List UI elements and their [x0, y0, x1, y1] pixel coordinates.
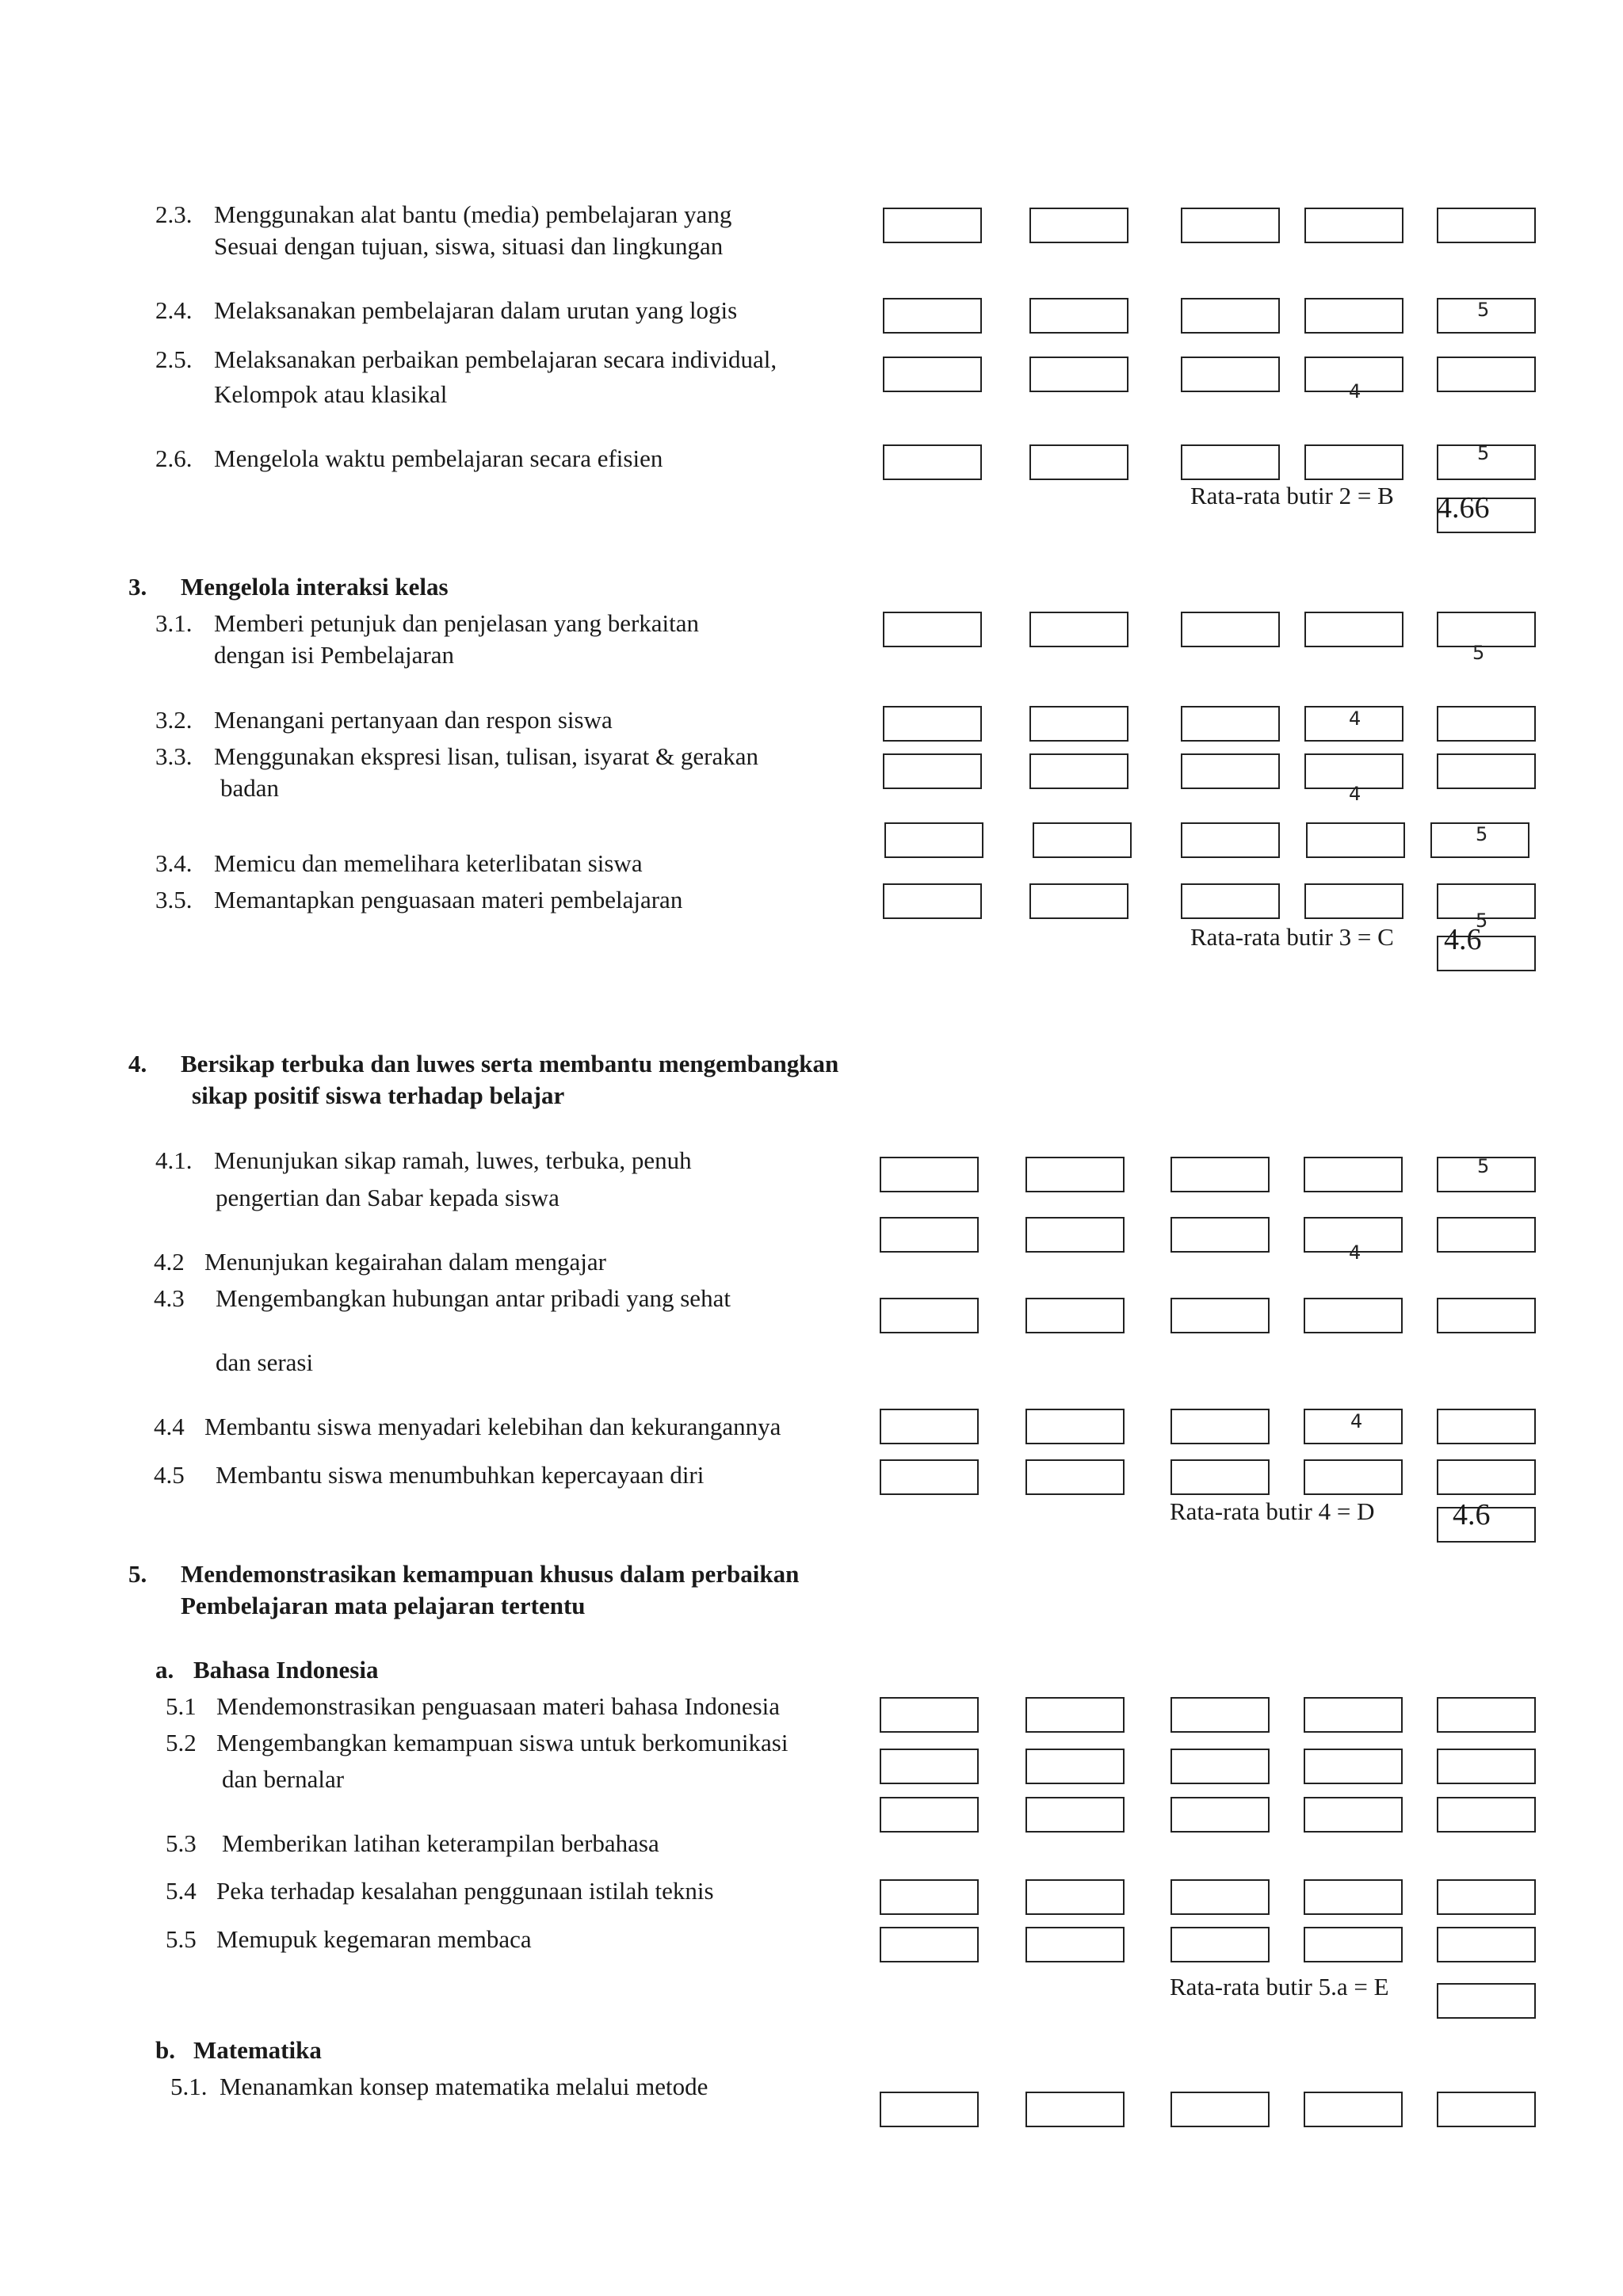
score-box[interactable] [880, 1927, 979, 1962]
item-4-5-text: Membantu siswa menumbuhkan kepercayaan diri [216, 1461, 705, 1489]
score-box[interactable] [883, 357, 982, 392]
score-box[interactable] [1304, 1459, 1403, 1495]
score-box[interactable] [1170, 1927, 1270, 1962]
score-box[interactable] [880, 1298, 979, 1333]
score-box[interactable] [883, 883, 982, 919]
item-3-1-text: Memberi petunjuk dan penjelasan yang berkaitan [214, 609, 700, 637]
score-box[interactable] [880, 1217, 979, 1253]
section-4-title-cont: sikap positif siswa terhadap belajar [192, 1081, 565, 1109]
item-4-3-number: 4.3 [154, 1284, 185, 1312]
item-4-2-text: Menunjukan kegairahan dalam mengajar [204, 1248, 606, 1276]
score-box[interactable] [883, 208, 982, 243]
score-box[interactable] [1437, 706, 1536, 742]
item-4-3-text-cont: dan serasi [216, 1348, 314, 1376]
score-box[interactable] [1025, 1749, 1125, 1784]
score-box[interactable] [880, 2092, 979, 2127]
item-5-1-number: 5.1 [166, 1692, 197, 1720]
score-box[interactable] [1170, 2092, 1270, 2127]
score-box[interactable] [1437, 1409, 1536, 1444]
score-box[interactable] [1437, 612, 1536, 647]
score-box[interactable] [1029, 753, 1128, 789]
score-box[interactable] [1304, 1749, 1403, 1784]
score-box[interactable] [880, 1749, 979, 1784]
score-box[interactable] [1304, 883, 1403, 919]
score-box[interactable] [883, 706, 982, 742]
score-box[interactable] [880, 1157, 979, 1192]
score-box[interactable] [1437, 2092, 1536, 2127]
score-box[interactable] [1181, 612, 1280, 647]
score-box[interactable] [1029, 208, 1128, 243]
item-4-4-text: Membantu siswa menyadari kelebihan dan kekurangannya [204, 1413, 781, 1440]
average-value-c: 4.6 [1444, 923, 1482, 956]
score-box[interactable] [1025, 1298, 1125, 1333]
score-mark-2-6: 5 [1477, 442, 1490, 464]
score-box[interactable] [1437, 753, 1536, 789]
score-box[interactable] [1304, 1927, 1403, 1962]
average-value-b: 4.66 [1437, 491, 1490, 524]
item-2-3-text: Menggunakan alat bantu (media) pembelajaran yang [214, 200, 732, 228]
score-mark-4-2: 4 [1349, 1241, 1361, 1264]
section-5-title: Mendemonstrasikan kemampuan khusus dalam perbaikan [181, 1560, 800, 1588]
item-2-5-number: 2.5. [155, 345, 193, 373]
item-3-3-text: Menggunakan ekspresi lisan, tulisan, isyarat & gerakan [214, 742, 758, 770]
score-box[interactable] [883, 612, 982, 647]
item-5-2-text-cont: dan bernalar [222, 1765, 345, 1793]
score-box[interactable] [1437, 1298, 1536, 1333]
subsection-b-title: Matematika [193, 2036, 322, 2064]
score-box[interactable] [1025, 1797, 1125, 1833]
score-box[interactable] [1181, 822, 1280, 858]
average-box-e[interactable] [1437, 1983, 1536, 2019]
score-box[interactable] [1025, 1927, 1125, 1962]
score-box[interactable] [1304, 444, 1403, 480]
score-box[interactable] [1181, 208, 1280, 243]
item-5-2-text: Mengembangkan kemampuan siswa untuk berkomunikasi [216, 1729, 789, 1756]
item-5b-1-text: Menanamkan konsep matematika melalui metode [220, 2073, 708, 2100]
score-box[interactable] [1170, 1797, 1270, 1833]
score-box[interactable] [1181, 883, 1280, 919]
item-5b-1-number: 5.1. [170, 2073, 208, 2100]
average-label-b: Rata-rata butir 2 = B [1190, 482, 1394, 509]
score-box[interactable] [1304, 612, 1403, 647]
score-box[interactable] [1437, 1217, 1536, 1253]
score-mark-3-1: 5 [1472, 642, 1485, 664]
item-2-3-text-cont: Sesuai dengan tujuan, siswa, situasi dan lingkungan [214, 232, 724, 260]
score-box[interactable] [1181, 357, 1280, 392]
score-box[interactable] [1181, 753, 1280, 789]
score-box[interactable] [1304, 298, 1403, 334]
score-box[interactable] [1025, 1697, 1125, 1733]
item-4-4-number: 4.4 [154, 1413, 185, 1440]
score-box[interactable] [1170, 1879, 1270, 1915]
subsection-a-letter: a. [155, 1656, 174, 1684]
score-box[interactable] [883, 444, 982, 480]
score-box[interactable] [1437, 208, 1536, 243]
section-5-title-cont: Pembelajaran mata pelajaran tertentu [181, 1592, 586, 1619]
score-box[interactable] [1170, 1217, 1270, 1253]
score-mark-2-5: 4 [1349, 380, 1361, 402]
score-box[interactable] [1170, 1459, 1270, 1495]
score-box[interactable] [880, 1409, 979, 1444]
score-box[interactable] [1025, 1879, 1125, 1915]
score-box[interactable] [1170, 1298, 1270, 1333]
average-value-d: 4.6 [1453, 1498, 1491, 1531]
score-box[interactable] [1437, 1879, 1536, 1915]
score-box[interactable] [1304, 1298, 1403, 1333]
item-2-5-text: Melaksanakan perbaikan pembelajaran secara individual, [214, 345, 777, 373]
score-mark-3-3: 4 [1349, 783, 1361, 805]
score-box[interactable] [1025, 1459, 1125, 1495]
score-box[interactable] [1181, 444, 1280, 480]
score-box[interactable] [1170, 1749, 1270, 1784]
score-box[interactable] [1306, 822, 1405, 858]
score-mark-2-4: 5 [1477, 299, 1490, 321]
item-4-2-number: 4.2 [154, 1248, 185, 1276]
item-3-1-number: 3.1. [155, 609, 193, 637]
item-3-4-text: Memicu dan memelihara keterlibatan siswa [214, 849, 643, 877]
score-box[interactable] [1029, 612, 1128, 647]
score-box[interactable] [1437, 1927, 1536, 1962]
score-box[interactable] [1025, 2092, 1125, 2127]
item-5-5-text: Memupuk kegemaran membaca [216, 1925, 532, 1953]
item-3-4-number: 3.4. [155, 849, 193, 877]
section-3-title: Mengelola interaksi kelas [181, 573, 449, 601]
item-4-1-text-cont: pengertian dan Sabar kepada siswa [216, 1184, 559, 1211]
item-3-5-text: Memantapkan penguasaan materi pembelajaran [214, 886, 683, 913]
score-box[interactable] [1025, 1409, 1125, 1444]
score-box[interactable] [884, 822, 983, 858]
item-2-6-number: 2.6. [155, 444, 193, 472]
score-box[interactable] [880, 1697, 979, 1733]
score-box[interactable] [1029, 706, 1128, 742]
section-4-number: 4. [128, 1050, 147, 1077]
score-box[interactable] [1029, 883, 1128, 919]
score-box[interactable] [1181, 706, 1280, 742]
score-box[interactable] [1170, 1409, 1270, 1444]
subsection-b-letter: b. [155, 2036, 175, 2064]
item-2-6-text: Mengelola waktu pembelajaran secara efisien [214, 444, 663, 472]
subsection-a-title: Bahasa Indonesia [193, 1656, 379, 1684]
section-4-title: Bersikap terbuka dan luwes serta membantu mengembangkan [181, 1050, 839, 1077]
item-5-3-number: 5.3 [166, 1829, 197, 1857]
score-mark-4-4: 4 [1350, 1410, 1363, 1432]
score-box[interactable] [1033, 822, 1132, 858]
item-2-4-number: 2.4. [155, 296, 193, 324]
item-4-1-number: 4.1. [155, 1146, 193, 1174]
item-2-4-text: Melaksanakan pembelajaran dalam urutan yang logis [214, 296, 738, 324]
item-5-4-text: Peka terhadap kesalahan penggunaan istilah teknis [216, 1877, 714, 1905]
item-2-3-number: 2.3. [155, 200, 193, 228]
score-box[interactable] [1437, 1797, 1536, 1833]
item-3-2-text: Menangani pertanyaan dan respon siswa [214, 706, 613, 734]
score-box[interactable] [1304, 208, 1403, 243]
score-box[interactable] [1025, 1157, 1125, 1192]
item-5-2-number: 5.2 [166, 1729, 197, 1756]
score-box[interactable] [1304, 1879, 1403, 1915]
score-box[interactable] [1029, 444, 1128, 480]
score-box[interactable] [1437, 1749, 1536, 1784]
item-4-3-text: Mengembangkan hubungan antar pribadi yang sehat [216, 1284, 731, 1312]
score-mark-3-2: 4 [1349, 707, 1361, 730]
score-box[interactable] [1304, 1157, 1403, 1192]
item-4-5-number: 4.5 [154, 1461, 185, 1489]
item-2-5-text-cont: Kelompok atau klasikal [214, 380, 448, 408]
average-label-c: Rata-rata butir 3 = C [1190, 923, 1394, 951]
score-box[interactable] [880, 1879, 979, 1915]
score-mark-3-4: 5 [1476, 823, 1488, 845]
section-3-number: 3. [128, 573, 147, 601]
score-box[interactable] [1181, 298, 1280, 334]
score-box[interactable] [1437, 357, 1536, 392]
score-box[interactable] [1437, 1459, 1536, 1495]
item-5-1-text: Mendemonstrasikan penguasaan materi bahasa Indonesia [216, 1692, 781, 1720]
item-3-3-text-cont: badan [220, 774, 280, 802]
score-box[interactable] [1304, 1797, 1403, 1833]
score-box[interactable] [1029, 298, 1128, 334]
item-3-5-number: 3.5. [155, 886, 193, 913]
item-3-3-number: 3.3. [155, 742, 193, 770]
score-box[interactable] [1029, 357, 1128, 392]
score-box[interactable] [883, 298, 982, 334]
item-5-4-number: 5.4 [166, 1877, 197, 1905]
average-label-d: Rata-rata butir 4 = D [1170, 1497, 1375, 1525]
score-mark-3-5: 5 [1476, 910, 1488, 932]
score-box[interactable] [883, 753, 982, 789]
score-box[interactable] [880, 1797, 979, 1833]
item-5-5-number: 5.5 [166, 1925, 197, 1953]
item-5-3-text: Memberikan latihan keterampilan berbahasa [222, 1829, 659, 1857]
item-3-1-text-cont: dengan isi Pembelajaran [214, 641, 455, 669]
item-4-1-text: Menunjukan sikap ramah, luwes, terbuka, penuh [214, 1146, 692, 1174]
score-box[interactable] [1170, 1697, 1270, 1733]
score-box[interactable] [880, 1459, 979, 1495]
score-box[interactable] [1304, 1697, 1403, 1733]
section-5-number: 5. [128, 1560, 147, 1588]
score-box[interactable] [1170, 1157, 1270, 1192]
score-box[interactable] [1304, 2092, 1403, 2127]
score-box[interactable] [1437, 1697, 1536, 1733]
score-mark-4-1: 5 [1477, 1155, 1490, 1177]
score-box[interactable] [1025, 1217, 1125, 1253]
item-3-2-number: 3.2. [155, 706, 193, 734]
average-label-e: Rata-rata butir 5.a = E [1170, 1973, 1389, 2000]
